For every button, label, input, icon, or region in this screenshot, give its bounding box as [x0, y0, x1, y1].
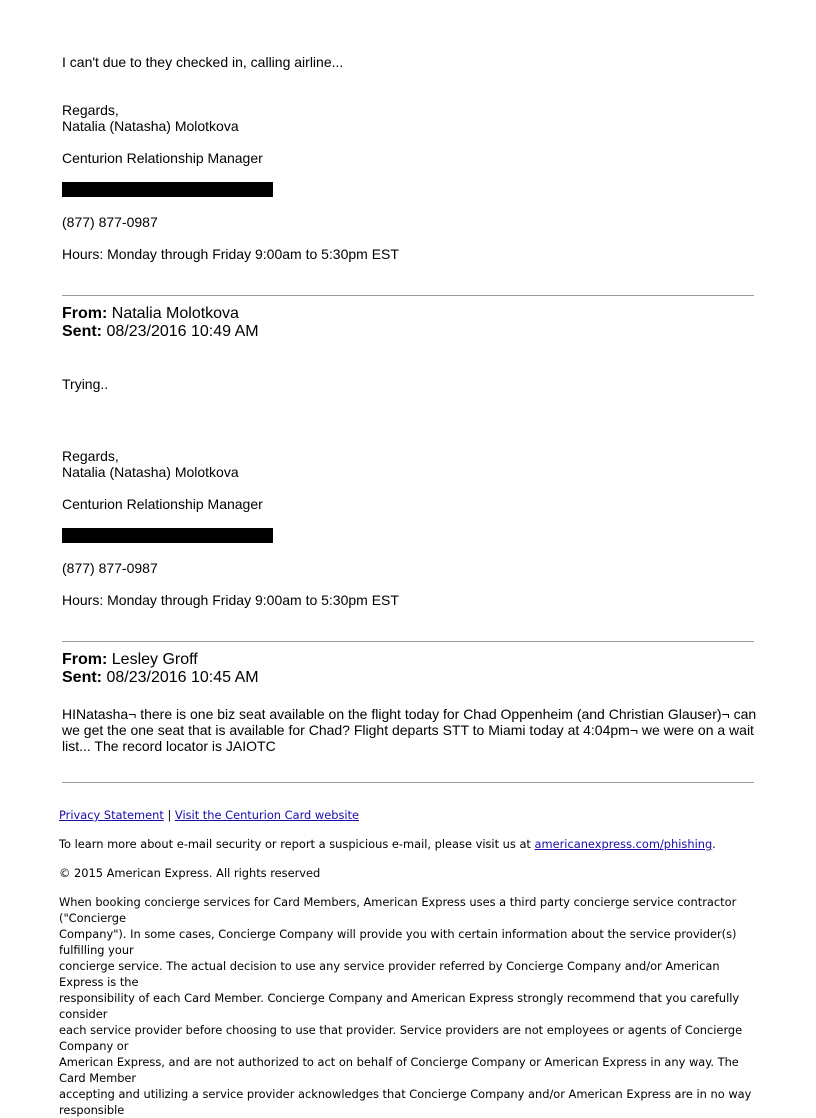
signature-phone: (877) 877-0987: [62, 214, 158, 230]
disclaimer-line: accepting and utilizing a service provider acknowledges that Concierge Company and/or American Express are in no way responsible: [59, 1087, 752, 1117]
sent-value: 08/23/2016 10:45 AM: [106, 669, 259, 686]
copyright-text: © 2015 American Express. All rights reserved: [59, 866, 321, 880]
redaction-bar: [62, 182, 273, 197]
footer-links: [59, 807, 359, 823]
signature-hours: Hours: Monday through Friday 9:00am to 5:30pm EST: [62, 592, 399, 608]
disclaimer-line: concierge service. The actual decision to use any service provider referred by Concierge Company and/or American Express is the: [59, 959, 720, 989]
disclaimer-line: When booking concierge services for Card Members, American Express uses a third party concierge service contractor ("Concierge: [59, 895, 737, 925]
centurion-website-link[interactable]: Visit the Centurion Card website: [174, 808, 360, 822]
from-header: [62, 651, 198, 669]
disclaimer: [59, 894, 759, 1118]
message-body-line: HINatasha¬ there is one biz seat available on the flight today for Chad Oppenheim (and Christian Glauser)¬ can: [62, 706, 757, 722]
from-header: [62, 305, 239, 323]
message-divider: [62, 641, 754, 642]
link-separator: |: [167, 808, 172, 822]
privacy-statement-link[interactable]: Privacy Statement: [59, 808, 164, 822]
security-text: To learn more about e-mail security or report a suspicious e-mail, please visit us at: [59, 837, 535, 851]
phishing-link[interactable]: americanexpress.com/phishing: [534, 837, 713, 851]
sent-label: Sent:: [62, 669, 102, 686]
sent-value: 08/23/2016 10:49 AM: [106, 323, 259, 340]
security-notice: [59, 836, 716, 852]
disclaimer-line: American Express, and are not authorized to act on behalf of Concierge Company or American Express in any way. The Card Member: [59, 1055, 739, 1085]
from-value: Natalia Molotkova: [111, 305, 239, 322]
signature-name: Natalia (Natasha) Molotkova: [62, 118, 239, 134]
message-divider: [62, 295, 754, 296]
disclaimer-line: responsibility of each Card Member. Concierge Company and American Express strongly recommend that you carefully consider: [59, 991, 740, 1021]
signature-regards: Regards,: [62, 102, 119, 118]
sent-label: Sent:: [62, 323, 102, 340]
signature-phone: (877) 877-0987: [62, 560, 158, 576]
signature-hours: Hours: Monday through Friday 9:00am to 5:30pm EST: [62, 246, 399, 262]
redaction-bar: [62, 528, 273, 543]
disclaimer-line: each service provider before choosing to use that provider. Service providers are not employees or agents of Concierge Company or: [59, 1023, 743, 1053]
message-body: Trying..: [62, 376, 109, 392]
from-value: Lesley Groff: [111, 651, 198, 668]
reply-body: I can't due to they checked in, calling airline...: [62, 54, 344, 70]
message-body-line: we get the one seat that is available for Chad? Flight departs STT to Miami today at 4:04pm¬ we were on a wait: [62, 722, 754, 738]
from-label: From:: [62, 651, 108, 668]
message-body-line: list... The record locator is JAIOTC: [62, 738, 276, 754]
security-end: .: [712, 837, 716, 851]
sent-header: [62, 323, 259, 341]
sent-header: [62, 669, 259, 687]
message-divider: [62, 782, 754, 783]
disclaimer-line: Company"). In some cases, Concierge Company will provide you with certain information about the service provider(s) fulfilling your: [59, 927, 737, 957]
signature-name: Natalia (Natasha) Molotkova: [62, 464, 239, 480]
signature-regards: Regards,: [62, 448, 119, 464]
signature-title: Centurion Relationship Manager: [62, 150, 263, 166]
from-label: From:: [62, 305, 108, 322]
signature-title: Centurion Relationship Manager: [62, 496, 263, 512]
